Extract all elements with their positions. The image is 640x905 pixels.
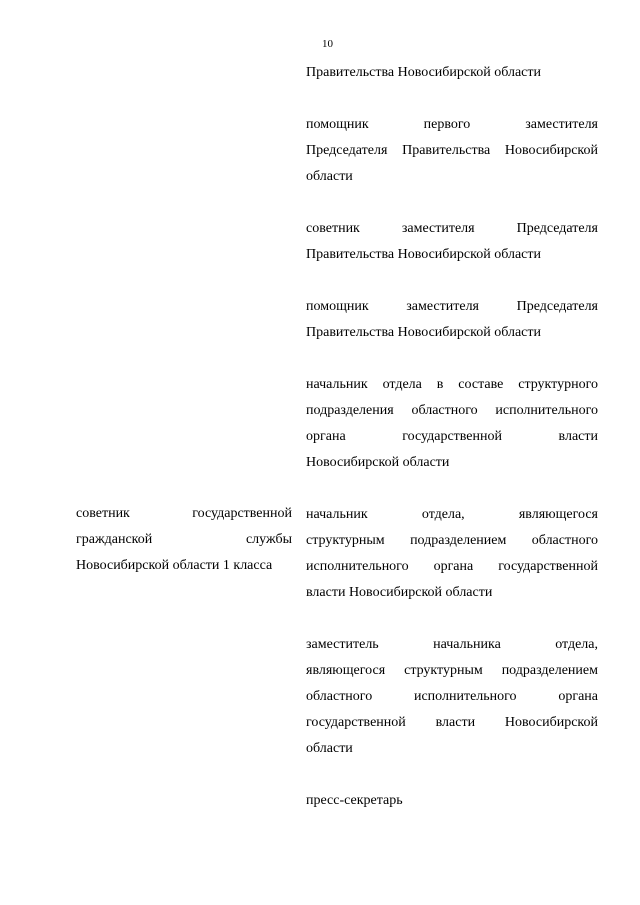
text-line: структурным подразделением областного (306, 533, 598, 548)
text-line: Новосибирской области (306, 455, 450, 470)
text-line: советник государственной (76, 506, 292, 521)
position-entry (306, 372, 598, 476)
text-line: государственной власти Новосибирской (306, 715, 598, 730)
text-line: власти Новосибирской области (306, 585, 493, 600)
position-entry (306, 632, 598, 762)
text-line: начальник отдела в составе структурного (306, 377, 598, 392)
position-entry (306, 294, 598, 346)
text-line: являющегося структурным подразделением (306, 663, 598, 678)
text-line: области (306, 741, 353, 756)
text-line: советник заместителя Председателя (306, 221, 598, 236)
position-entry (306, 502, 598, 606)
text-line: Новосибирской области 1 класса (76, 558, 273, 573)
left-column-position-group (76, 501, 292, 605)
text-line: Правительства Новосибирской области (306, 325, 541, 340)
text-line: начальник отдела, являющегося (306, 507, 598, 522)
position-entry (306, 216, 598, 268)
text-line: исполнительного органа государственной (306, 559, 598, 574)
text-line: гражданской службы (76, 532, 292, 547)
right-column-position-list (306, 60, 598, 814)
text-line: областного исполнительного органа (306, 689, 598, 704)
position-entry (306, 60, 598, 86)
text-line: Правительства Новосибирской области (306, 247, 541, 262)
position-group-title (76, 501, 292, 579)
text-line: Председателя Правительства Новосибирской (306, 143, 598, 158)
text-line: области (306, 169, 353, 184)
text-line: подразделения областного исполнительного (306, 403, 598, 418)
text-line: Правительства Новосибирской области (306, 65, 541, 80)
text-line: помощник первого заместителя (306, 117, 598, 132)
text-line: пресс-секретарь (306, 793, 403, 808)
text-line: помощник заместителя Председателя (306, 299, 598, 314)
text-line: органа государственной власти (306, 429, 598, 444)
text-line: заместитель начальника отдела, (306, 637, 598, 652)
page-number: 10 (322, 38, 333, 50)
position-entry (306, 788, 598, 814)
position-entry (306, 112, 598, 190)
